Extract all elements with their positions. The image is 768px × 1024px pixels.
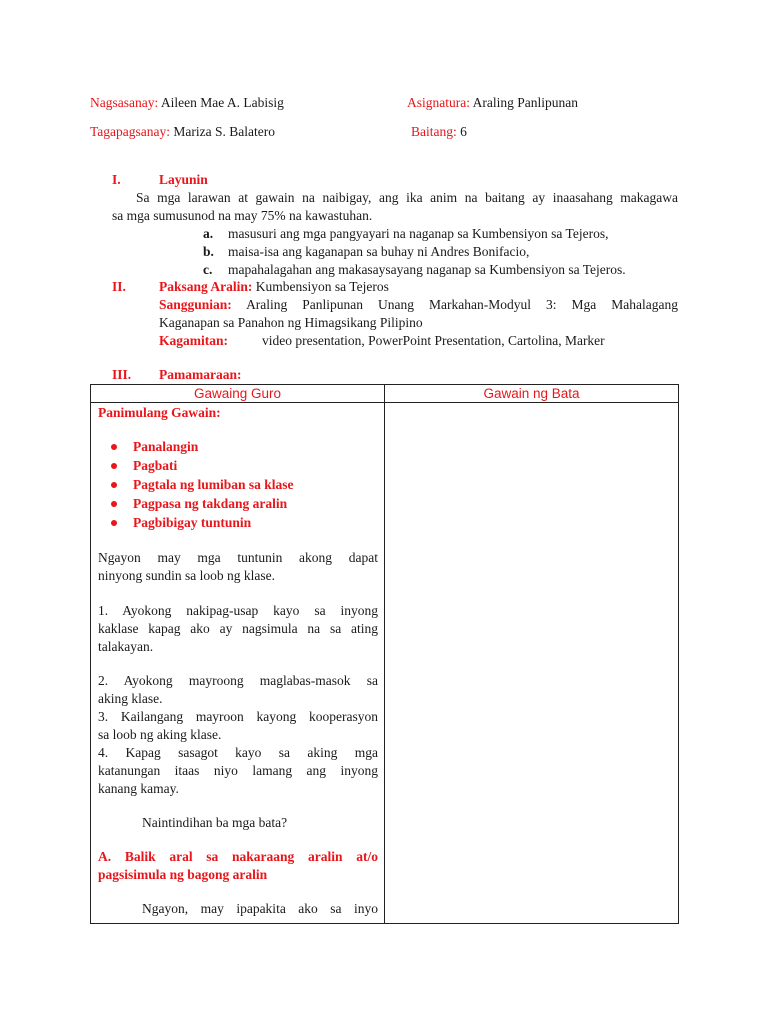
objective-text: mapahalagahan ang makasaysayang naganap sa Kumbensiyon sa Tejeros. (228, 262, 626, 277)
sanggunian-line1: Araling Panlipunan Unang Markahan-Modyul 3: Mga Mahalagang (246, 297, 678, 312)
layunin-intro-line2: sa mga sumusunod na may 75% na kawastuhan. (112, 208, 373, 223)
table-header-row (91, 385, 679, 403)
section-2-title: Paksang Aralin: (159, 279, 253, 294)
rule4-line3: kanang kamay. (98, 781, 179, 796)
col-header-bata: Gawain ng Bata (385, 385, 679, 403)
objective-text: masusuri ang mga pangyayari na naganap sa Kumbensiyon sa Tejeros, (228, 226, 609, 241)
baitang-label: Baitang: (411, 124, 457, 139)
rule2-line1: 2. Ayokong mayroong maglabas-masok sa (98, 673, 378, 688)
tagapagsanay-label: Tagapagsanay: (90, 124, 171, 139)
rule4-line1: 4. Kapag sasagot kayo sa aking mga (98, 745, 378, 760)
list-item: Pagpasa ng takdang aralin (109, 494, 294, 513)
section-1-number: I. (112, 172, 121, 187)
question-text: Naintindihan ba mga bata? (142, 815, 288, 830)
section-a-heading-line2: pagsisimula ng bagong aralin (98, 867, 268, 882)
panimulang-gawain-heading: Panimulang Gawain: (98, 405, 221, 420)
objective-text: maisa-isa ang kaganapan sa buhay ni Andres Bonifacio, (228, 244, 530, 259)
objective-letter: a. (203, 226, 214, 241)
objective-a (203, 225, 608, 243)
sanggunian-row (159, 296, 678, 314)
objective-letter: b. (203, 244, 214, 259)
asignatura-row (407, 94, 578, 112)
last-line: Ngayon, may ipapakita ako sa inyo (142, 901, 378, 916)
rule3-line2: sa loob ng aking klase. (98, 727, 222, 742)
asignatura-label: Asignatura: (407, 95, 470, 110)
section-3-title: Pamamaraan: (159, 367, 242, 382)
activity-table (90, 384, 679, 924)
rule1-line1: 1. Ayokong nakipag-usap kayo sa inyong (98, 603, 378, 618)
col-header-guro: Gawaing Guro (91, 385, 385, 403)
tagapagsanay-row (90, 123, 275, 141)
section-3-number: III. (112, 367, 132, 382)
rule2-line2: aking klase. (98, 691, 163, 706)
layunin-intro-line1: Sa mga larawan at gawain na naibigay, ang ika anim na baitang ay inaasahang makagawa (136, 190, 678, 205)
baitang-value: 6 (460, 124, 467, 139)
panimula-bullet-list (109, 437, 294, 532)
baitang-row (411, 123, 467, 141)
list-item: Panalangin (109, 437, 294, 456)
rule3-line1: 3. Kailangang mayroon kayong kooperasyon (98, 709, 378, 724)
objective-b (203, 243, 529, 261)
section-2-number: II. (112, 279, 126, 294)
tagapagsanay-value: Mariza S. Balatero (173, 124, 275, 139)
section-a-heading-line1: A. Balik aral sa nakaraang aralin at/o (98, 849, 378, 864)
section-1-title: Layunin (159, 172, 208, 187)
rule4-line2: katanungan itaas niyo lamang ang inyong (98, 763, 378, 778)
paksang-aralin-row (159, 278, 389, 296)
nagsasanay-row (90, 94, 284, 112)
rule1-line2: kaklase kapag ako ay nagsimula na sa ating (98, 621, 378, 636)
sanggunian-line2: Kaganapan sa Panahon ng Himagsikang Pilipino (159, 315, 423, 330)
ngayon-line1: Ngayon may mga tuntunin akong dapat (98, 550, 378, 565)
asignatura-value: Araling Panlipunan (472, 95, 578, 110)
cell-gawaing-guro (91, 403, 385, 924)
objective-letter: c. (203, 262, 213, 277)
objective-c (203, 261, 626, 279)
table-row (91, 403, 679, 924)
list-item: Pagbibigay tuntunin (109, 513, 294, 532)
paksang-aralin-topic: Kumbensiyon sa Tejeros (255, 279, 389, 294)
sanggunian-label: Sanggunian: (159, 297, 232, 312)
nagsasanay-label: Nagsasanay: (90, 95, 159, 110)
kagamitan-value: video presentation, PowerPoint Presentation, Cartolina, Marker (262, 333, 605, 348)
list-item: Pagtala ng lumiban sa klase (109, 475, 294, 494)
cell-gawain-ng-bata (385, 403, 679, 924)
list-item: Pagbati (109, 456, 294, 475)
nagsasanay-value: Aileen Mae A. Labisig (160, 95, 284, 110)
kagamitan-label: Kagamitan: (159, 333, 228, 348)
rule1-line3: talakayan. (98, 639, 154, 654)
ngayon-line2: ninyong sundin sa loob ng klase. (98, 568, 275, 583)
